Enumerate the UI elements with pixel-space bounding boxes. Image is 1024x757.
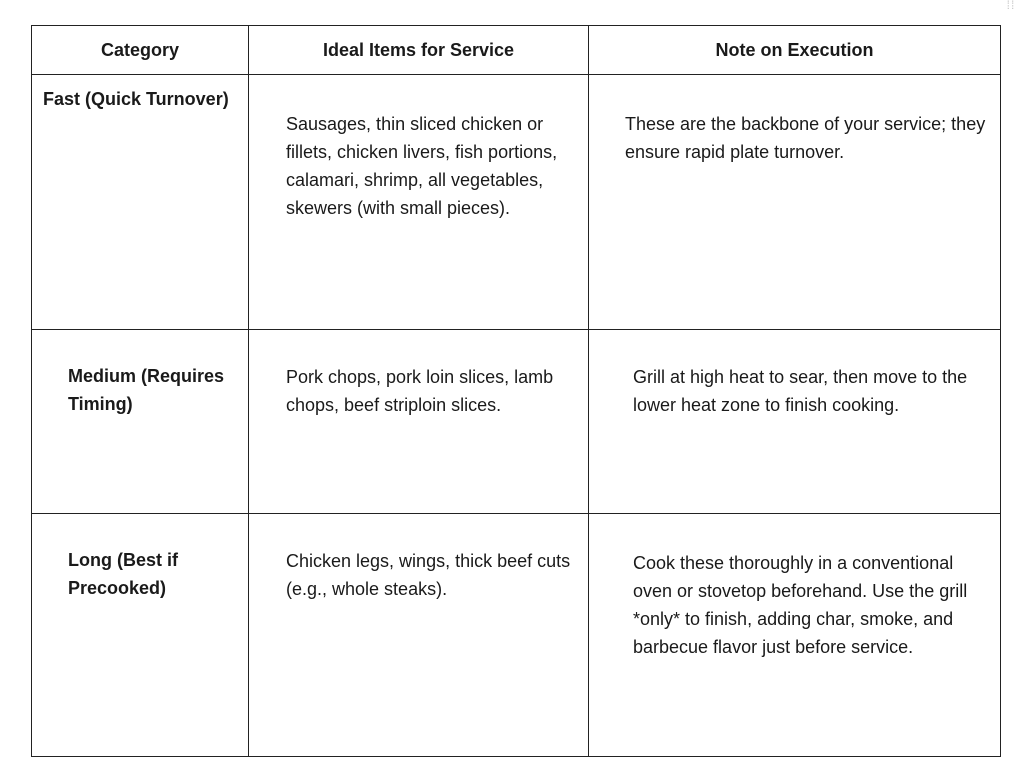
items-cell: Sausages, thin sliced chicken or fillets, chicken livers, fish portions, calamari, shrimp, all vegetables, skewers (with small pieces).	[249, 75, 589, 330]
category-cell: Fast (Quick Turnover)	[32, 75, 249, 330]
items-cell: Chicken legs, wings, thick beef cuts (e.g., whole steaks).	[249, 514, 589, 757]
category-cell: Medium (Requires Timing)	[32, 330, 249, 514]
note-cell: Cook these thoroughly in a conventional oven or stovetop beforehand. Use the grill *only* to finish, adding char, smoke, and barbecue flavor just before service.	[589, 514, 1001, 757]
table-row	[32, 330, 1001, 514]
category-cell: Long (Best if Precooked)	[32, 514, 249, 757]
grilling-table	[31, 25, 1001, 757]
header-items: Ideal Items for Service	[249, 26, 589, 75]
resize-grip-icon[interactable]: ⁞⁞	[1006, 0, 1016, 12]
note-cell: Grill at high heat to sear, then move to the lower heat zone to finish cooking.	[589, 330, 1001, 514]
header-category: Category	[32, 26, 249, 75]
header-note: Note on Execution	[589, 26, 1001, 75]
note-cell: These are the backbone of your service; they ensure rapid plate turnover.	[589, 75, 1001, 330]
table-row	[32, 514, 1001, 757]
table-row	[32, 75, 1001, 330]
header-row	[32, 26, 1001, 75]
items-cell: Pork chops, pork loin slices, lamb chops, beef striploin slices.	[249, 330, 589, 514]
